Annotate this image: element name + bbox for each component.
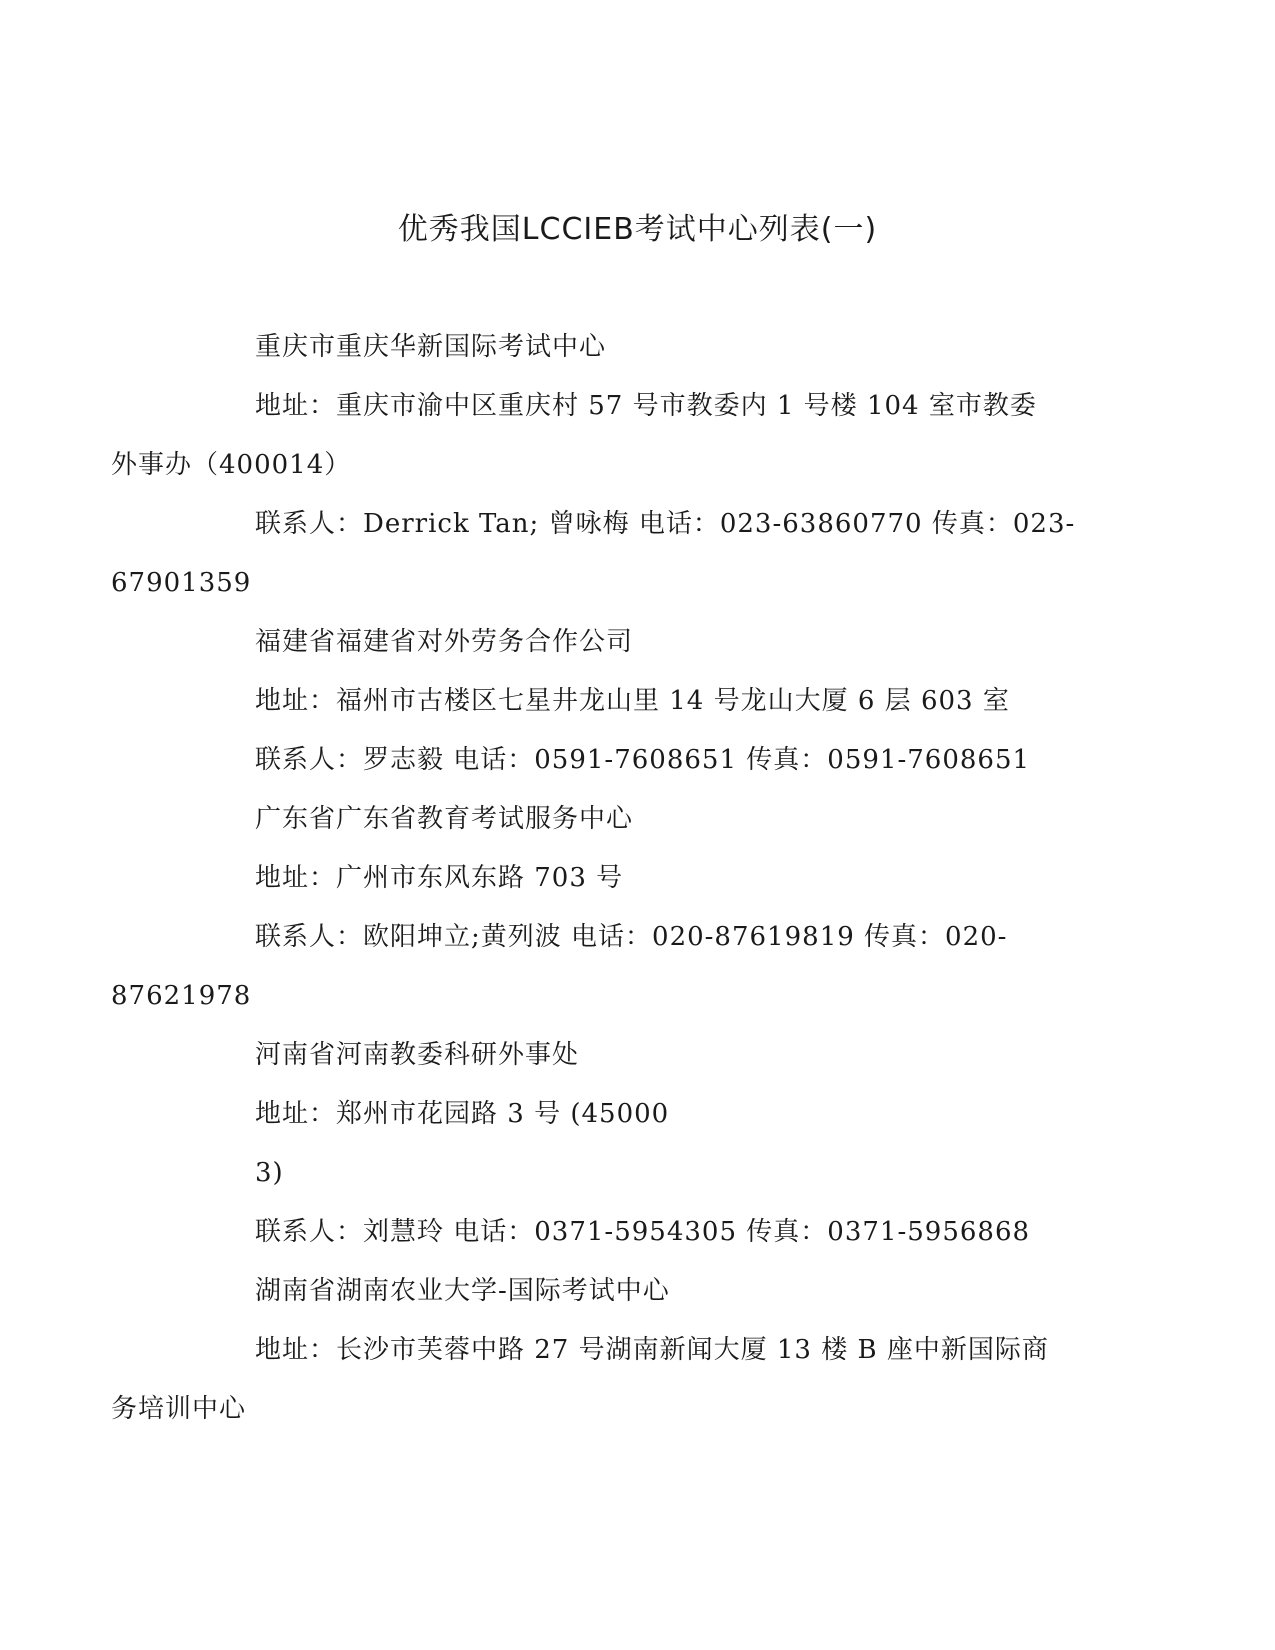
- paragraph-henan-address-cont: 3): [255, 1158, 284, 1188]
- paragraph-guangdong-contact: 联系人：欧阳坤立;黄列波 电话：020-87619819 传真：020- 87621978: [111, 922, 1008, 1011]
- paragraph-chongqing-contact: 联系人：Derrick Tan; 曾咏梅 电话：023-63860770 传真：023- 67901359: [111, 509, 1076, 598]
- paragraph-guangdong-center-name: 广东省广东省教育考试服务中心: [255, 804, 634, 834]
- paragraph-fujian-center-name: 福建省福建省对外劳务合作公司: [255, 627, 634, 657]
- document-body: [111, 318, 1083, 1439]
- paragraph-hunan-center-name: 湖南省湖南农业大学-国际考试中心: [255, 1276, 670, 1306]
- paragraph-fujian-contact: 联系人：罗志毅 电话：0591-7608651 传真：0591-7608651: [255, 745, 1031, 775]
- paragraph-henan-address: 地址：郑州市花园路 3 号 (45000: [255, 1099, 670, 1129]
- paragraph-fujian-address: 地址：福州市古楼区七星井龙山里 14 号龙山大厦 6 层 603 室: [255, 686, 1010, 716]
- paragraph-chongqing-address: 地址：重庆市渝中区重庆村 57 号市教委内 1 号楼 104 室市教委 外事办（400014）: [111, 391, 1037, 480]
- paragraph-chongqing-center-name: 重庆市重庆华新国际考试中心: [255, 332, 607, 362]
- paragraph-henan-center-name: 河南省河南教委科研外事处: [255, 1040, 580, 1070]
- paragraph-henan-contact: 联系人：刘慧玲 电话：0371-5954305 传真：0371-5956868: [255, 1217, 1031, 1247]
- paragraph-guangdong-address: 地址：广州市东风东路 703 号: [255, 863, 624, 893]
- document-title: 优秀我国LCCIEB考试中心列表(一): [397, 212, 878, 247]
- paragraph-hunan-address: 地址：长沙市芙蓉中路 27 号湖南新闻大厦 13 楼 B 座中新国际商 务培训中心: [111, 1335, 1049, 1424]
